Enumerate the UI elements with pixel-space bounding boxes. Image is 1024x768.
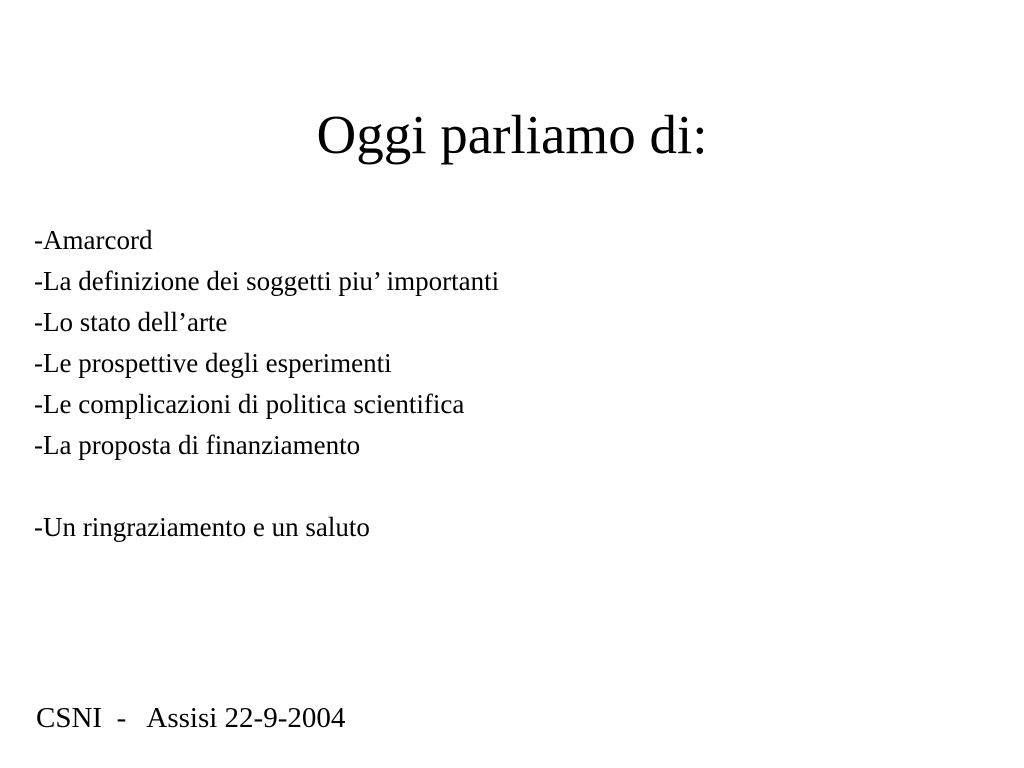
slide-footer: CSNI - Assisi 22-9-2004 [36,702,346,734]
agenda-item-closing: -Un ringraziamento e un saluto [34,512,370,542]
slide-title: Oggi parliamo di: [316,104,708,165]
agenda-item: -La proposta di finanziamento [34,430,361,460]
agenda-list [34,220,499,548]
agenda-item: -Le complicazioni di politica scientifica [34,389,465,419]
agenda-item: -Le prospettive degli esperimenti [34,348,392,378]
agenda-item: -La definizione dei soggetti piu’ importanti [34,266,500,296]
agenda-item: -Lo stato dell’arte [34,307,228,337]
agenda-item: -Amarcord [34,225,153,255]
